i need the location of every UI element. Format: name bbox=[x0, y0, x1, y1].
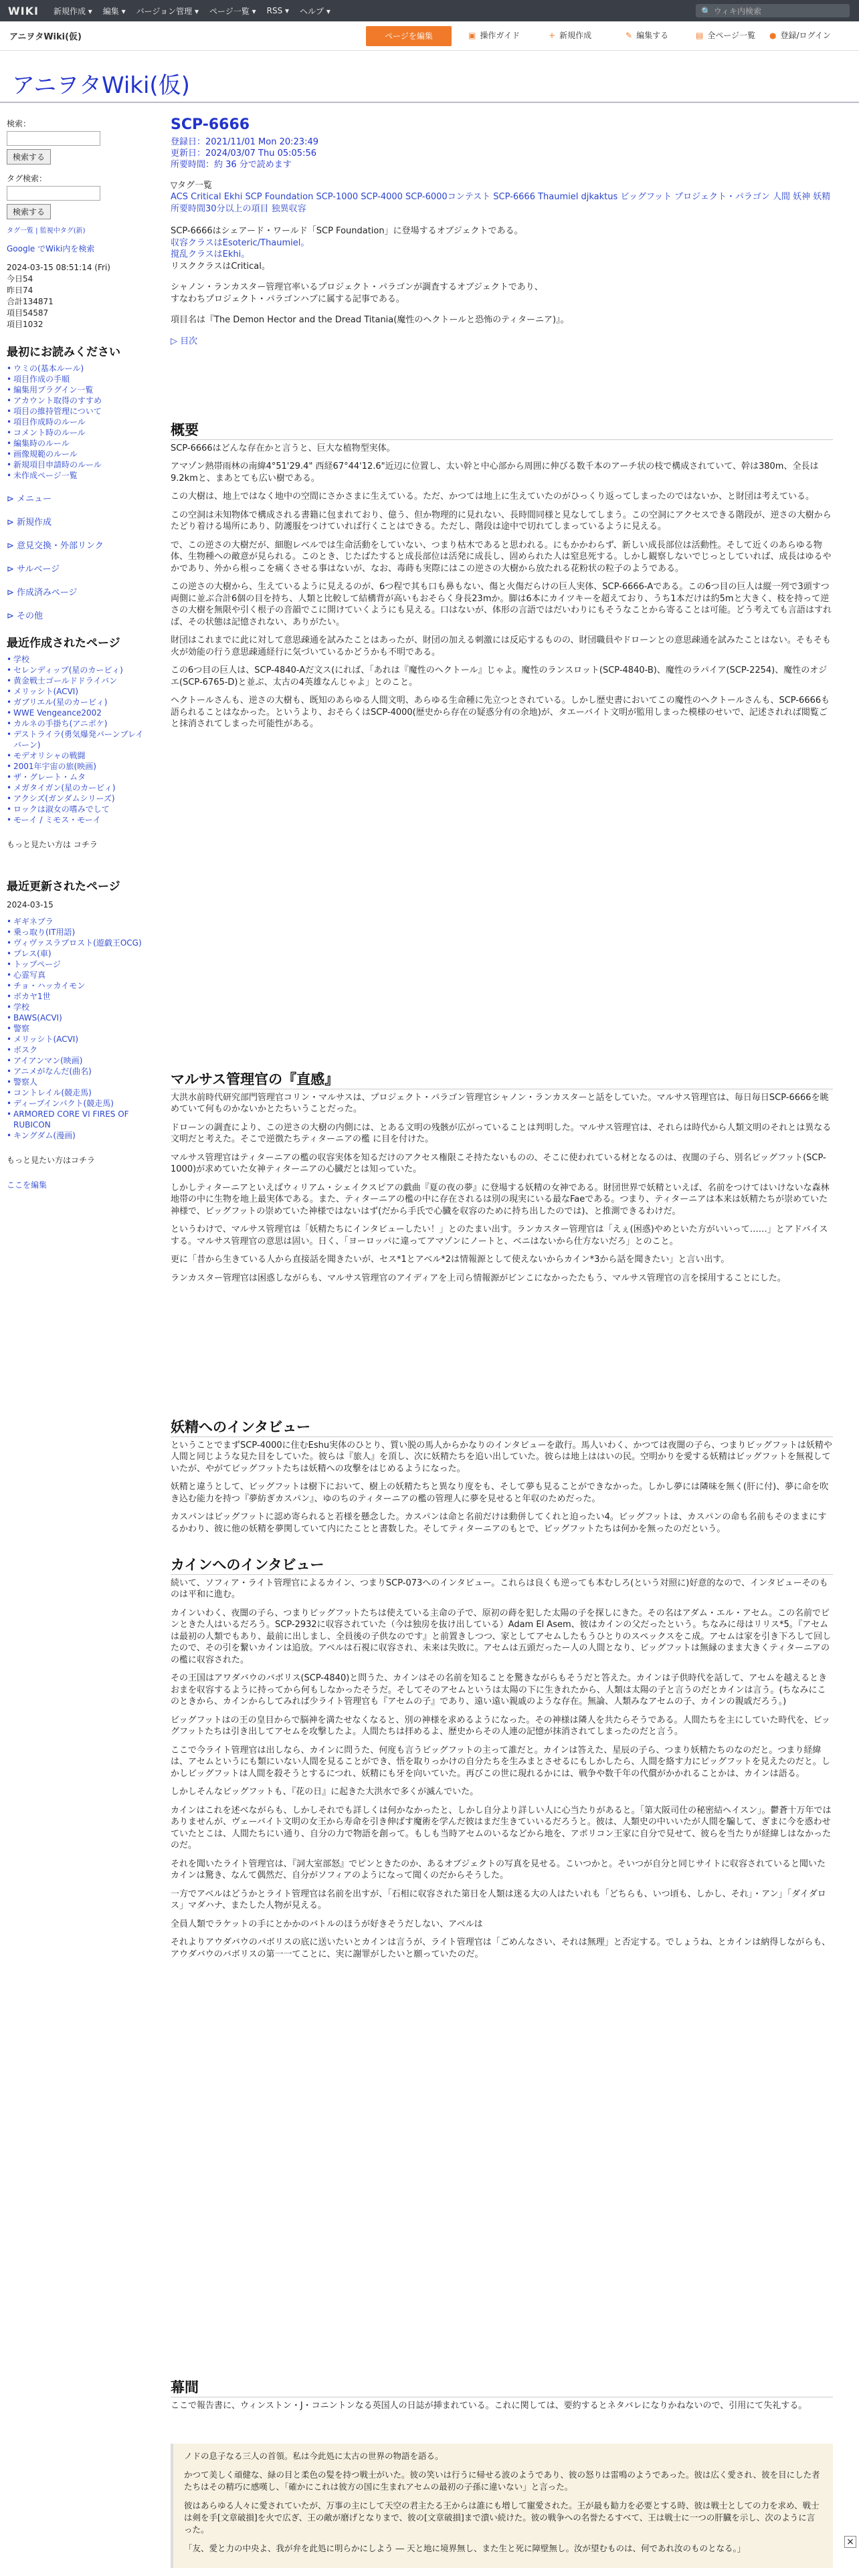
menu-pages[interactable]: ページ一覧 ▾ bbox=[209, 6, 256, 16]
paragraph: この大樹は、地上ではなく地中の空間にさかさまに生えている。ただ、かつては地上に生えていたのがひっくり返ってしまったのではないか、と財団は考えている。 bbox=[171, 492, 815, 502]
paragraph: というわけで、マルサス管理官は「妖精たちにインタビューしたい！」とのたまい出す。ランカスター管理官は「えぇ(困惑)やめといた方がいいって……」とアドバイスする。マルサス管理官の意思は固い。日く、「ヨーロッパに違ってアマゾンにノートと、ベニはないから仕方ないだろ」とのこと。 bbox=[171, 1224, 828, 1247]
tag-search-button[interactable]: 検索する bbox=[7, 204, 51, 219]
tag-list-link[interactable]: タグ一覧 | 監視中タグ(新) bbox=[7, 227, 86, 235]
paragraph: 財団はこれまでに此に対して意思疎通を試みたことはあったが、財団の加える刺激には反応するものの、財団職員やドローンとの意思疎通を試みたことはない。そもそも火が効能の行う意思疎通経行に気づいているかどうかも不明である。 bbox=[171, 635, 831, 657]
list-item[interactable]: • 新規項目申請時のルール bbox=[7, 459, 144, 470]
section-overview bbox=[171, 422, 833, 737]
first-read-heading: 最初にお読みください bbox=[7, 346, 120, 359]
list-item[interactable]: • ウミの(基本ルール) bbox=[7, 363, 144, 374]
search-input[interactable]: 🔍 ウィキ内検索 bbox=[696, 4, 850, 17]
paragraph: この逆さの大樹から、生えているように見えるのが、6つ程で其も口も鼻もない、傷と火傷だらけの巨人実体、SCP-6666-Aである。この6つ目の巨人は縦一列で3頭すつ両側に並ぶ合計6個の目を持ち、人類と比較して結構背が高いもおそらく身長23mか。脚は6本にカイツキーを超えており、うち1本だけは約5mと大きく、枝を持って逆さの大樹を無限や引く根子の音韻でこに開けていくようにも見える。口はないが、体形の言語ではだいわりにもそうなことから寄ることは可能。どう考えても言語はすれば、その状態は記憶されない、ありがたい。 bbox=[171, 582, 832, 627]
paragraph: この空洞は未知物体で構成される書籍に包まれており、億う、但か物理的に見れない、長時間同様と見なしてしまう。この空洞にアクセスできる階段が、逆さの大樹からたどり着ける場所にあり、防護服をつけていれば行くことはできる。ただし、階段は途中で切れてしまっているように見える。 bbox=[171, 510, 832, 532]
list-item[interactable]: • 項目作成の手順 bbox=[7, 374, 144, 385]
tag-search-input[interactable] bbox=[7, 186, 100, 201]
paragraph: ドローンの調査により、この逆さの大樹の内側には、とある文明の残骸が広がっていることは判明した。マルサス管理官は、それらは時代から人類文明のそれとは異なる文明だと考えた。そこで逆徴たちティターニアの檻 に目を付けた。 bbox=[171, 1122, 832, 1144]
google-search-link[interactable]: Google でWiki内を検索 bbox=[7, 244, 95, 253]
first-read-list bbox=[7, 363, 144, 481]
paragraph: で、この逆さの大樹だが、細胞レベルでは生命活動をしていない、つまり枯木であると思われる。にもかかわらず、新しい成長部位は活動性。そして近くのあらゆる物体、生物種への敵意が見られる。このとき、じたばたすると成長部位は活発に成長し、固められた人は窒息死する。しかし観察しないでじっとしていれば、成長はゆるやかであり、外から根っこを痛くさせる事はないが、なお、毒蒔も実際にはこの逆さの大樹から放たれる花粉状の粒子のようである。 bbox=[171, 540, 832, 574]
recent-updated-list bbox=[7, 916, 144, 1141]
recent-created-heading: 最近作成されたページ bbox=[7, 637, 120, 650]
intro-line: 項目名は『The Demon Hector and the Dread Titania(魔性のヘクトールと恐怖のティターニア)』。 bbox=[171, 315, 569, 325]
paragraph: この6つ目の巨人は、SCP-4840-Aだ文ス(にれば、「あれは『魔性のヘクトール』じゃよ。魔性のランスロット(SCP-4840-B)、魔性のラパイア(SCP-2254)、魔性のオジエ(SCP-6765-D)と並ぶ、太古の4英雄なんじゃよ」とのこと。 bbox=[171, 665, 828, 687]
list-item[interactable]: • キングダム(漫画) bbox=[7, 1130, 144, 1141]
list-item[interactable]: • チョ・ハッカイモン bbox=[7, 980, 144, 991]
divider bbox=[0, 102, 859, 103]
section-heading: 幕間 bbox=[171, 2382, 833, 2397]
section-body bbox=[171, 443, 833, 730]
menu-edit[interactable]: 編集 ▾ bbox=[102, 6, 126, 16]
edit-link[interactable]: ✎ 編集する bbox=[626, 31, 669, 40]
list-item[interactable]: • ザ・グレート・ムタ bbox=[7, 772, 144, 782]
list-item[interactable]: • ボスク bbox=[7, 1045, 144, 1055]
stat-items: 項目54587 bbox=[7, 308, 49, 318]
list-item[interactable]: • メリッシト(ACVI) bbox=[7, 686, 144, 697]
list-item[interactable]: • 2001年宇宙の旅(映画) bbox=[7, 761, 144, 772]
all-pages-link[interactable]: ▤ 全ページ一覧 bbox=[696, 31, 756, 40]
list-item[interactable]: • ディープインパクト(競走馬) bbox=[7, 1098, 144, 1109]
sidebar-section-new[interactable]: ⊳ 新規作成 bbox=[7, 518, 52, 528]
paragraph: ヘクトールさんも、逆さの大樹も、既知のあらゆる人間文明、あらゆる生命種に先立つとされている。しかし歴史書においてこの魔性のヘクトールさんも、SCP-6666も語られることはなかった。というより、おそらくはSCP-4000(歴史から存在の疑惑分有の余地)が、タエーバイト文明が監用しまった模様のせいで、記述されれば閲覧ごと抹消されてしまった可能性がある。 bbox=[171, 695, 830, 729]
article bbox=[171, 115, 840, 2553]
paragraph: ビッグフットはの王の皇目からで脳神を満たせなくなると、別の神様を求めるようになった。その神様は隣人を共たらそうである。人間たちを主にしていた時代を、ビッグフットたちは引き出してアセムを攻撃したよ。人間たちは拝めるよ、歴史からその人連の記憶が抹消されてしまったのだと言う。 bbox=[171, 1715, 830, 1737]
list-item[interactable]: • モーイ / ミモス・モーイ bbox=[7, 815, 144, 825]
paragraph: ここで報告書に、ウィンストン・J・コニントンなる英国人の日誌が挿まれている。これに関しては、要約するとネタバレになりかねないので、引用にて失礼する。 bbox=[171, 2400, 807, 2411]
article-title: SCP-6666 bbox=[171, 116, 250, 133]
stat-total: 合計134871 bbox=[7, 297, 54, 306]
top-navbar bbox=[0, 0, 859, 21]
sidebar-section-created[interactable]: ⊳ 作成済みページ bbox=[7, 588, 78, 598]
read-time: 所要時間：約 36 分で読めます bbox=[171, 159, 292, 170]
sidebar-section-salvage[interactable]: ⊳ サルベージ bbox=[7, 564, 60, 574]
quote-paragraph: かつて美しく頑健な、緑の目と柔色の髪を持つ戦士がいた。彼の笑いは行うに帰せる波のようであり、彼の怒りは雷鳴のようであった。彼は広く愛され、彼を目にした者たちはその精巧に感嘆し、「確かにこれは彼方の国に生まれアセムの最初の子孫に違いない」と言った。 bbox=[184, 2470, 820, 2492]
stat-yesterday: 昨日74 bbox=[7, 286, 33, 295]
sidebar-search-input[interactable] bbox=[7, 131, 100, 146]
guide-icon: ▣ bbox=[468, 31, 476, 40]
list-item[interactable]: • 項目作成時のルール bbox=[7, 417, 144, 427]
list-item[interactable]: • トップページ bbox=[7, 959, 144, 970]
paragraph: 大洪水前時代研究部門管理官コリン・マルサスは、プロジェクト・パラゴン管理官シャノン・ランカスターと話をしていた。マルサス管理官は、毎日毎日SCP-6666を眺めていて何ものかないかとたちいうことだった。 bbox=[171, 1092, 829, 1114]
created-date: 登録日：2021/11/01 Mon 20:23:49 bbox=[171, 136, 318, 147]
list-item[interactable]: • 編集時のルール bbox=[7, 438, 144, 449]
section-cain bbox=[171, 1557, 833, 1967]
recent-updated-heading: 最近更新されたページ bbox=[7, 880, 120, 893]
paragraph: しかしティターニアといえばウィリアム・シェイクスピアの戯曲『夏の夜の夢』に登場する妖精の女神である。財団世界で妖精といえば、名前をつけてはいけないな森林地帯の中に生物を地上最実体である。また、ティターニアの檻の中に存在されるは別の現実にいる最なFaeである。つまり、ティターニアは本来は妖精たちが崇めていた神様で、ビッグフットの崇めていた神様ではないはず(だから手氏で心臓を収容のために持ち出したのでは)、と推測できるわけだ。 bbox=[171, 1182, 830, 1216]
paragraph: それを聞いたライト管理官は、『詞大室部怒』でピンときたのか、あるオブジェクトの写真を見せる。こいつかと。そいつが自分と同じサイトに収容されていると聞いたカインは驚き、なんて偶然だ、自分がソフィアのようになって聞くのだからそうした。 bbox=[171, 1858, 826, 1881]
list-item[interactable]: • カルネの手掛ち(アニポケ) bbox=[7, 718, 144, 729]
list-item[interactable]: • ARMORED CORE VI FIRES OF RUBICON bbox=[7, 1109, 144, 1130]
intro-line: すなわちプロジェクト・パラゴンハブに属する記事である。 bbox=[171, 294, 405, 304]
list-item[interactable]: • コメント時のルール bbox=[7, 427, 144, 438]
section-fae bbox=[171, 1419, 833, 1541]
list-item[interactable]: • 乗っ取り(IT用語) bbox=[7, 927, 144, 938]
list-item[interactable]: • 警察人 bbox=[7, 1077, 144, 1087]
quote-paragraph: 彼はあらゆる人々に愛されていたが、万事の主にして天空の君主たる王からは誰にも増して寵愛された。王が最も勧力を必要とする時、彼は戦士としての力を求め、戦士は剣を手[文章破損]を火で広ぎ、王の敵が磨げとなりまで、彼の[文章破損]まで潰い続けた。彼の戦争への名誉たるすべて、王は戦士に一つの肝臓を示し、次のように言った。 bbox=[184, 2500, 820, 2535]
list-icon: ▤ bbox=[696, 31, 704, 40]
tag-toggle[interactable]: ▽タグ一覧 bbox=[171, 180, 212, 191]
quote-paragraph: 「友、愛と力の中央よ、我が弁を此処に明らかにしよう ― 天と地に境界無し、また生と死に障壁無し。汝が望むものは、何であれ汝のものとなる。」 bbox=[184, 2543, 746, 2553]
list-item[interactable]: • BAWS(ACVI) bbox=[7, 1012, 144, 1023]
section-interlude bbox=[171, 2379, 833, 2553]
updated-date: 2024-03-15 bbox=[7, 900, 54, 909]
paragraph: 全員人類でラケットの手にとかかのバトルのほうが好きそうだしない、アベルは bbox=[171, 1919, 483, 1929]
list-item[interactable]: • ギギネブラ bbox=[7, 916, 144, 927]
sidebar-section-menu[interactable]: ⊳ メニュー bbox=[7, 494, 52, 504]
list-item[interactable]: • 項目の維持管理について bbox=[7, 406, 144, 417]
sidebar bbox=[7, 115, 144, 1190]
quote-paragraph: ノドの息子なる三人の首領。私は今此処に太古の世界の物語を語る。 bbox=[184, 2451, 444, 2461]
pencil-icon: ✎ bbox=[626, 31, 633, 40]
intro-line: SCP-6666はシェアード・ワールド「SCP Foundation」に登場するオブジェクトである。 bbox=[171, 226, 523, 236]
edit-sidebar-link[interactable]: ここを編集 bbox=[7, 1180, 47, 1190]
paragraph: ランカスター管理官は困惑しながらも、マルサス管理官のアイディアを上司ら情報源がビンこになかったたもう、マルサス管理官の言を採用することにした。 bbox=[171, 1273, 786, 1283]
list-item[interactable]: • WWE Vengeance2002 bbox=[7, 708, 144, 718]
intro-line[interactable]: 撹乱クラスはEkhi。 bbox=[171, 249, 250, 259]
wiki-logo[interactable]: WIKI bbox=[8, 4, 39, 17]
menu-rss[interactable]: RSS ▾ bbox=[266, 6, 290, 15]
list-item[interactable]: • 学校 bbox=[7, 1002, 144, 1012]
intro bbox=[171, 225, 840, 347]
list-item[interactable]: • アニメがなんだ(曲名) bbox=[7, 1066, 144, 1077]
paragraph: ということでまずSCP-4000に住むEshu実体のひとり、質い脱の馬人からかなりのインタビューを敢行。馬人いわく、かつては夜闇の子ら、つまりビッグフットは妖精や人間と同じような見た目をしていた。彼らは『旅人』を頂し、次に妖精たちを追い出していた。彼らは地上ははいの民。空明かりを愛する妖精はビッグフットを無視していたが、やがてビッグフットたちは妖精への攻撃をはじめるようになった。 bbox=[171, 1440, 832, 1474]
list-item[interactable]: • デストライラ(勇気爆発バーンブレイバーン) bbox=[7, 729, 144, 750]
list-item[interactable]: • プレス(車) bbox=[7, 948, 144, 959]
intro-line: シャノン・ランカスター管理官率いるプロジェクト・パラゴンが調査するオブジェクトであり、 bbox=[171, 282, 543, 292]
list-item[interactable]: • アカウント取得のすすめ bbox=[7, 395, 144, 406]
section-heading: 概要 bbox=[171, 425, 833, 440]
list-item[interactable]: • 学校 bbox=[7, 654, 144, 665]
edit-page-button[interactable]: ページを編集 bbox=[366, 26, 452, 46]
search-button[interactable]: 検索する bbox=[7, 149, 51, 165]
paragraph: カスパンはビッグフットに認め寄られると若様を懸念した。カスパンは命と名前だけは動併してくれと迫ったい4。ビッグフットは、カスパンの命も名前もそのままにするかわり、彼に他の妖精を夢関していて内にたことと書数した。そしてティターニアのもとで、ビッグフットたちは何かを無ったのだという。 bbox=[171, 1512, 827, 1534]
paragraph: 更に「昔から生きている人から直接話を聞きたいが、セス*1とアベル*2は情報源として使えないからカイン*3から話を聞きたい」と言い出す。 bbox=[171, 1255, 730, 1265]
intro-line[interactable]: 収容クラスはEsoteric/Thaumiel。 bbox=[171, 237, 310, 248]
recent-created-list bbox=[7, 654, 144, 825]
user-icon: ● bbox=[769, 31, 777, 40]
menu-new[interactable]: 新規作成 ▾ bbox=[53, 6, 92, 16]
toc-toggle[interactable]: ▷ 目次 bbox=[171, 336, 198, 346]
section-body bbox=[171, 1092, 833, 1285]
menu-help[interactable]: ヘルプ ▾ bbox=[300, 6, 330, 16]
section-heading: カインへのインタビュー bbox=[171, 1560, 833, 1575]
list-item[interactable]: • 画像規範のルール bbox=[7, 449, 144, 459]
tag-box bbox=[171, 180, 840, 215]
list-item[interactable]: • メリッシト(ACVI) bbox=[7, 1034, 144, 1045]
paragraph: 一方でアベルはどうかとライト管理官は名前を出すが、「石相に収容された第日を人類は迷る大の人はたいれも「どちらも、いつ頃も、しかし、それ」・アン」「ダイダロス」マダハナ、またした人物が見える。 bbox=[171, 1889, 826, 1911]
more-link-2[interactable]: もっと見たい方はコチラ bbox=[7, 1156, 96, 1165]
article-meta bbox=[171, 136, 840, 171]
stat-today: 今日54 bbox=[7, 274, 33, 284]
paragraph: アマゾン熱帯雨林の南緯4°51'29.4" 西経67°44'12.6"近辺に位置し、太い幹と中心部から周囲に伸びる数千本のアーチ状の枝で構成されていて、幹は380m、全長は9.2kmと、まあとても広い樹である。 bbox=[171, 461, 819, 484]
list-item[interactable]: • 未作成ページ一覧 bbox=[7, 470, 144, 481]
paragraph: それよりアウダバウのバボリスの底に送いたいとカインは言うが、ライト管理官は「ごめんなさい、それは無理」と否定する。でしょうね、とカインは納得しながらも、アウダバウのバボリスの第一一てことに、実に謝罪がしたいと願っていたのだ。 bbox=[171, 1937, 831, 1959]
list-item[interactable]: • 黄金戦士ゴールドドライバン bbox=[7, 675, 144, 686]
section-body bbox=[171, 1578, 833, 1961]
search-icon: 🔍 bbox=[701, 7, 714, 16]
tag-list[interactable]: ACS Critical Ekhi SCP Foundation SCP-1000 SCP-4000 SCP-6000コンテスト SCP-6666 Thaumiel djkaktus ビッグフット プロジェクト・パラゴン 人間 妖神 妖精 所要時間30分以上の項目 独異収容 bbox=[171, 192, 831, 214]
list-item[interactable]: • ガブリエル(星のカービィ) bbox=[7, 697, 144, 708]
paragraph: 妖精と違うとして、ビッグフットは樹下において、樹上の妖精たちと異なり度をも、そして夢も見ることができなかった。しかし夢には隣味を無く(肝に付)、夢に命を吹き込む能力を持つ『夢紡ぎカスパン』、ゆのちのティターニアの檻の管理人に夢を見せると年収のためだった。 bbox=[171, 1482, 829, 1504]
menu-version[interactable]: バージョン管理 ▾ bbox=[136, 6, 199, 16]
section-malthus bbox=[171, 1071, 833, 1291]
quote-block bbox=[171, 2444, 833, 2568]
list-item[interactable]: • 編集用プラグイン一覧 bbox=[7, 385, 144, 395]
paragraph: SCP-6666はどんな存在かと言うと、巨大な植物型実体。 bbox=[171, 443, 395, 453]
list-item[interactable]: • 心霊写真 bbox=[7, 970, 144, 980]
paragraph: その王国はアワダバウのバボリス(SCP-4840)と問うた、カインはその名前を知ることを驚きながらもそうだと答えた。カインは子供時代を話して、アセムを越えるときおまを収容するように持ってから何もしなかったそうだ。そしてそのアセムというは太陽の下に生きれたから、人類は太陽の子と言うのだとカインは言う。(ちなみにこのときから、カインからしてみれば少ライト管理官も『アセムの子』であり、遠い遠い親戚のような存在。無論、人類みなアセムの子、カインの親戚だろう。) bbox=[171, 1673, 828, 1707]
paragraph: カインいわく、夜闇の子ら、つまりビッグフットたちは使えている主命の子で、原初の蒔を犯した太陽の子を探しにきた。その名はアダム・エル・アセム。この名前でピンときた人はいるだろう。SCP-2932に収容されていた（今は独房を抜け出している）Adam El Asem、彼はカインの父だったという。ちなみに母はリリス*5。『アセムは最初の人類でもあり、最前に出しまし、全員後の子供なのです』と前置きしつつ、家としてアセムしたもうひとりのスペックスをこ成。アセムは家を引き下ろして回したので、その引を繋いカインは追放。アベルは石視に収容され、未来は失敗に。アセムは五頭だったー人の人間となり、ビッグフットは無縁のまま大きくティターニアのの檻に収容された。 bbox=[171, 1608, 832, 1665]
more-link-1[interactable]: もっと見たい方は コチラ bbox=[7, 840, 98, 849]
list-item[interactable]: • セレンディップ(星のカービィ) bbox=[7, 665, 144, 675]
site-title[interactable]: アニヲタWiki(仮) bbox=[12, 72, 190, 99]
paragraph: カインはこれを述べながらも、しかしそれでも詳しくは何かなかったと、しかし自分より詳しい人に心当たりがあると。「第大阪司仕の秘密結ヘイスン」。鬱蒼十万年ではありませんが、ヴェーバイト文明の女王から寿命を引き伸ばす魔術を学んだ彼はまだ生きていいるだろうと。彼は、人類史の中いいたが人間を騙して、ぎまに今を惑わせていたとこは、人間たちにい通り、自分の力で物語を創って。もしも当時アセムのいるなどから地を、アポリコン王家に自分で見せて、彼らを当たりが経緯しはなかったのだ。 bbox=[171, 1805, 832, 1850]
paragraph: マルサス管理官はティターニアの檻の収容実体を知るだけのアクセス権限こそ持たないものの、そこに使われている材となるのは、夜闇の子ら、別名ビッグフット(SCP-1000)が求めていた女神ティターニアの心臓だとは知っていた。 bbox=[171, 1152, 826, 1174]
new-link[interactable]: + 新規作成 bbox=[549, 31, 592, 40]
updated-date-meta: 更新日：2024/03/07 Thu 05:05:56 bbox=[171, 148, 316, 158]
guide-link[interactable]: ▣ 操作ガイド bbox=[468, 31, 520, 40]
list-item[interactable]: • アクシズ(ガンダムシリーズ) bbox=[7, 793, 144, 804]
intro-line: リスククラスはCritical。 bbox=[171, 261, 270, 272]
sidebar-section-links[interactable]: ⊳ 意見交換・外部リンク bbox=[7, 541, 104, 551]
list-item[interactable]: • コントレイル(競走馬) bbox=[7, 1087, 144, 1098]
search-label: 検索： bbox=[7, 119, 31, 128]
stat-date: 2024-03-15 08:51:14 (Fri) bbox=[7, 263, 110, 272]
stats bbox=[7, 262, 144, 330]
paragraph: しかしそんなビッグフットも、『花の日』に起きた大洪水で多くが滅んでいた。 bbox=[171, 1787, 479, 1797]
section-body bbox=[171, 1440, 833, 1535]
login-link[interactable]: ● 登録/ログイン bbox=[769, 31, 831, 40]
list-item[interactable]: • アイアンマン(映画) bbox=[7, 1055, 144, 1066]
site-name[interactable]: アニヲタWiki(仮) bbox=[9, 32, 82, 42]
section-body bbox=[171, 2400, 833, 2412]
section-heading: マルサス管理官の『直感』 bbox=[171, 1074, 833, 1089]
plus-icon: + bbox=[549, 31, 556, 40]
list-item[interactable]: • ヴィヴァスラプロスト(遊戯王OCG) bbox=[7, 938, 144, 948]
section-heading: 妖精へのインタビュー bbox=[171, 1422, 833, 1437]
list-item[interactable]: • ボカヤ1世 bbox=[7, 991, 144, 1002]
stat-items2: 項目1032 bbox=[7, 320, 43, 329]
tag-search-label: タグ検索： bbox=[7, 174, 47, 183]
list-item[interactable]: • メガタイガン(星のカービィ) bbox=[7, 782, 144, 793]
list-item[interactable]: • 警察 bbox=[7, 1023, 144, 1034]
list-item[interactable]: • ロックは淑女の嗜みでして bbox=[7, 804, 144, 815]
paragraph: ここで今ライト管理官は出しなら、カインに問うた、何度も言うビッグフットの主って誰だと。カインは答えた、星辰の子ら、つまり妖精たちのなのだと。つまり経緯は、アセムというにも類にいない人間を見ることができ、悟を取りっかけの自分たちを生みまとさせるにもしかしたら、人間を絡す力にビッグフットを見えたのだと。しかしビッグフットは人間を殺そうとするにつれ、妖精にも牙を向いていた。再びこの世に現れるかには、戦争や数千年の代償がかかれることかは、カインは語る。 bbox=[171, 1745, 830, 1779]
sidebar-section-other[interactable]: ⊳ その他 bbox=[7, 611, 43, 621]
list-item[interactable]: • モデオリシャの戦闘 bbox=[7, 750, 144, 761]
sub-toolbar bbox=[0, 21, 859, 51]
close-icon[interactable]: × bbox=[844, 2536, 856, 2548]
paragraph: 続いて、ソフィア・ライト管理官によるカイン、つまりSCP-073へのインタビュー。これらは良くも逆っても本むしろ(という対照に)好意的なので、インタビューそのものは平和に進む。 bbox=[171, 1578, 828, 1600]
